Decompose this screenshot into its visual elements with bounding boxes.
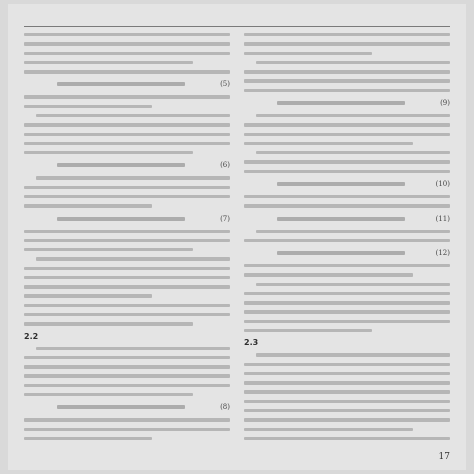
text-line (244, 437, 450, 440)
page-number: 17 (438, 452, 450, 462)
equation (244, 214, 450, 224)
text-line (244, 170, 450, 173)
text-line (244, 133, 450, 136)
text-line (24, 133, 230, 136)
text-line (244, 363, 450, 366)
text-line (256, 114, 450, 117)
equation-body (277, 182, 405, 186)
page-footer (24, 452, 450, 462)
text-line (24, 276, 230, 279)
text-line (24, 285, 230, 288)
text-line (256, 151, 450, 154)
text-line (256, 61, 450, 64)
running-header (24, 10, 450, 27)
equation-body (57, 163, 185, 167)
text-line (244, 381, 450, 384)
text-line (24, 61, 193, 64)
text-line (244, 390, 450, 393)
text-line (24, 356, 230, 359)
text-line (244, 372, 450, 375)
text-line (244, 400, 450, 403)
section-heading (244, 338, 450, 347)
left-column (24, 33, 230, 445)
text-line (244, 418, 450, 421)
text-line (256, 353, 450, 356)
text-line (244, 320, 450, 323)
text-line (244, 195, 450, 198)
text-line (24, 267, 230, 270)
equation (24, 160, 230, 170)
text-line (244, 264, 450, 267)
text-line (24, 33, 230, 36)
text-line (244, 301, 450, 304)
text-line (244, 310, 450, 313)
text-line (24, 322, 193, 325)
text-line (244, 239, 450, 242)
text-line (24, 428, 230, 431)
equation (244, 98, 450, 108)
text-line (24, 365, 230, 368)
text-line (24, 239, 230, 242)
text-line (244, 70, 450, 73)
text-line (24, 230, 230, 233)
equation-body (57, 82, 185, 86)
text-line (24, 95, 230, 98)
text-line (244, 89, 450, 92)
equation-number: (11) (435, 214, 450, 223)
text-line (244, 79, 450, 82)
text-line (244, 409, 450, 412)
text-line (244, 428, 413, 431)
right-column (244, 33, 450, 445)
text-line (24, 123, 230, 126)
text-line (256, 283, 450, 286)
equation-body (277, 251, 405, 255)
equation (24, 402, 230, 412)
text-line (24, 418, 230, 421)
section-number: 2.3 (244, 338, 259, 348)
text-line (24, 374, 230, 377)
text-line (244, 123, 450, 126)
equation-number: (7) (220, 214, 230, 223)
text-line (24, 52, 230, 55)
text-line (256, 230, 450, 233)
equation-number: (10) (435, 179, 450, 188)
equation-number: (9) (440, 98, 450, 107)
equation-number: (5) (220, 80, 230, 89)
equation (24, 79, 230, 89)
text-line (244, 329, 372, 332)
text-line (24, 142, 230, 145)
paper-page (8, 4, 466, 470)
equation (244, 248, 450, 258)
text-line (24, 248, 193, 251)
text-line (244, 42, 450, 45)
equation-number: (12) (435, 249, 450, 258)
equation-body (277, 101, 405, 105)
section-number: 2.2 (24, 331, 39, 341)
text-line (244, 273, 413, 276)
two-column-body (24, 33, 450, 445)
text-line (36, 347, 230, 350)
text-line (24, 105, 152, 108)
text-line (24, 151, 193, 154)
text-line (24, 304, 230, 307)
text-line (24, 70, 230, 73)
text-line (244, 292, 450, 295)
text-line (244, 204, 450, 207)
text-line (24, 437, 152, 440)
equation-number: (6) (220, 161, 230, 170)
text-line (36, 114, 230, 117)
equation-body (57, 217, 185, 221)
text-line (244, 160, 450, 163)
text-line (36, 257, 230, 260)
text-line (244, 33, 450, 36)
text-line (24, 186, 230, 189)
text-line (24, 393, 193, 396)
text-line (24, 313, 230, 316)
equation (244, 179, 450, 189)
text-line (244, 142, 413, 145)
text-line (244, 52, 372, 55)
text-line (36, 176, 230, 179)
section-heading (24, 332, 230, 341)
equation-body (57, 405, 185, 409)
equation-number: (8) (220, 403, 230, 412)
text-line (24, 294, 152, 297)
equation-body (277, 217, 405, 221)
text-line (24, 195, 230, 198)
text-line (24, 204, 152, 207)
text-line (24, 384, 230, 387)
equation (24, 214, 230, 224)
text-line (24, 42, 230, 45)
